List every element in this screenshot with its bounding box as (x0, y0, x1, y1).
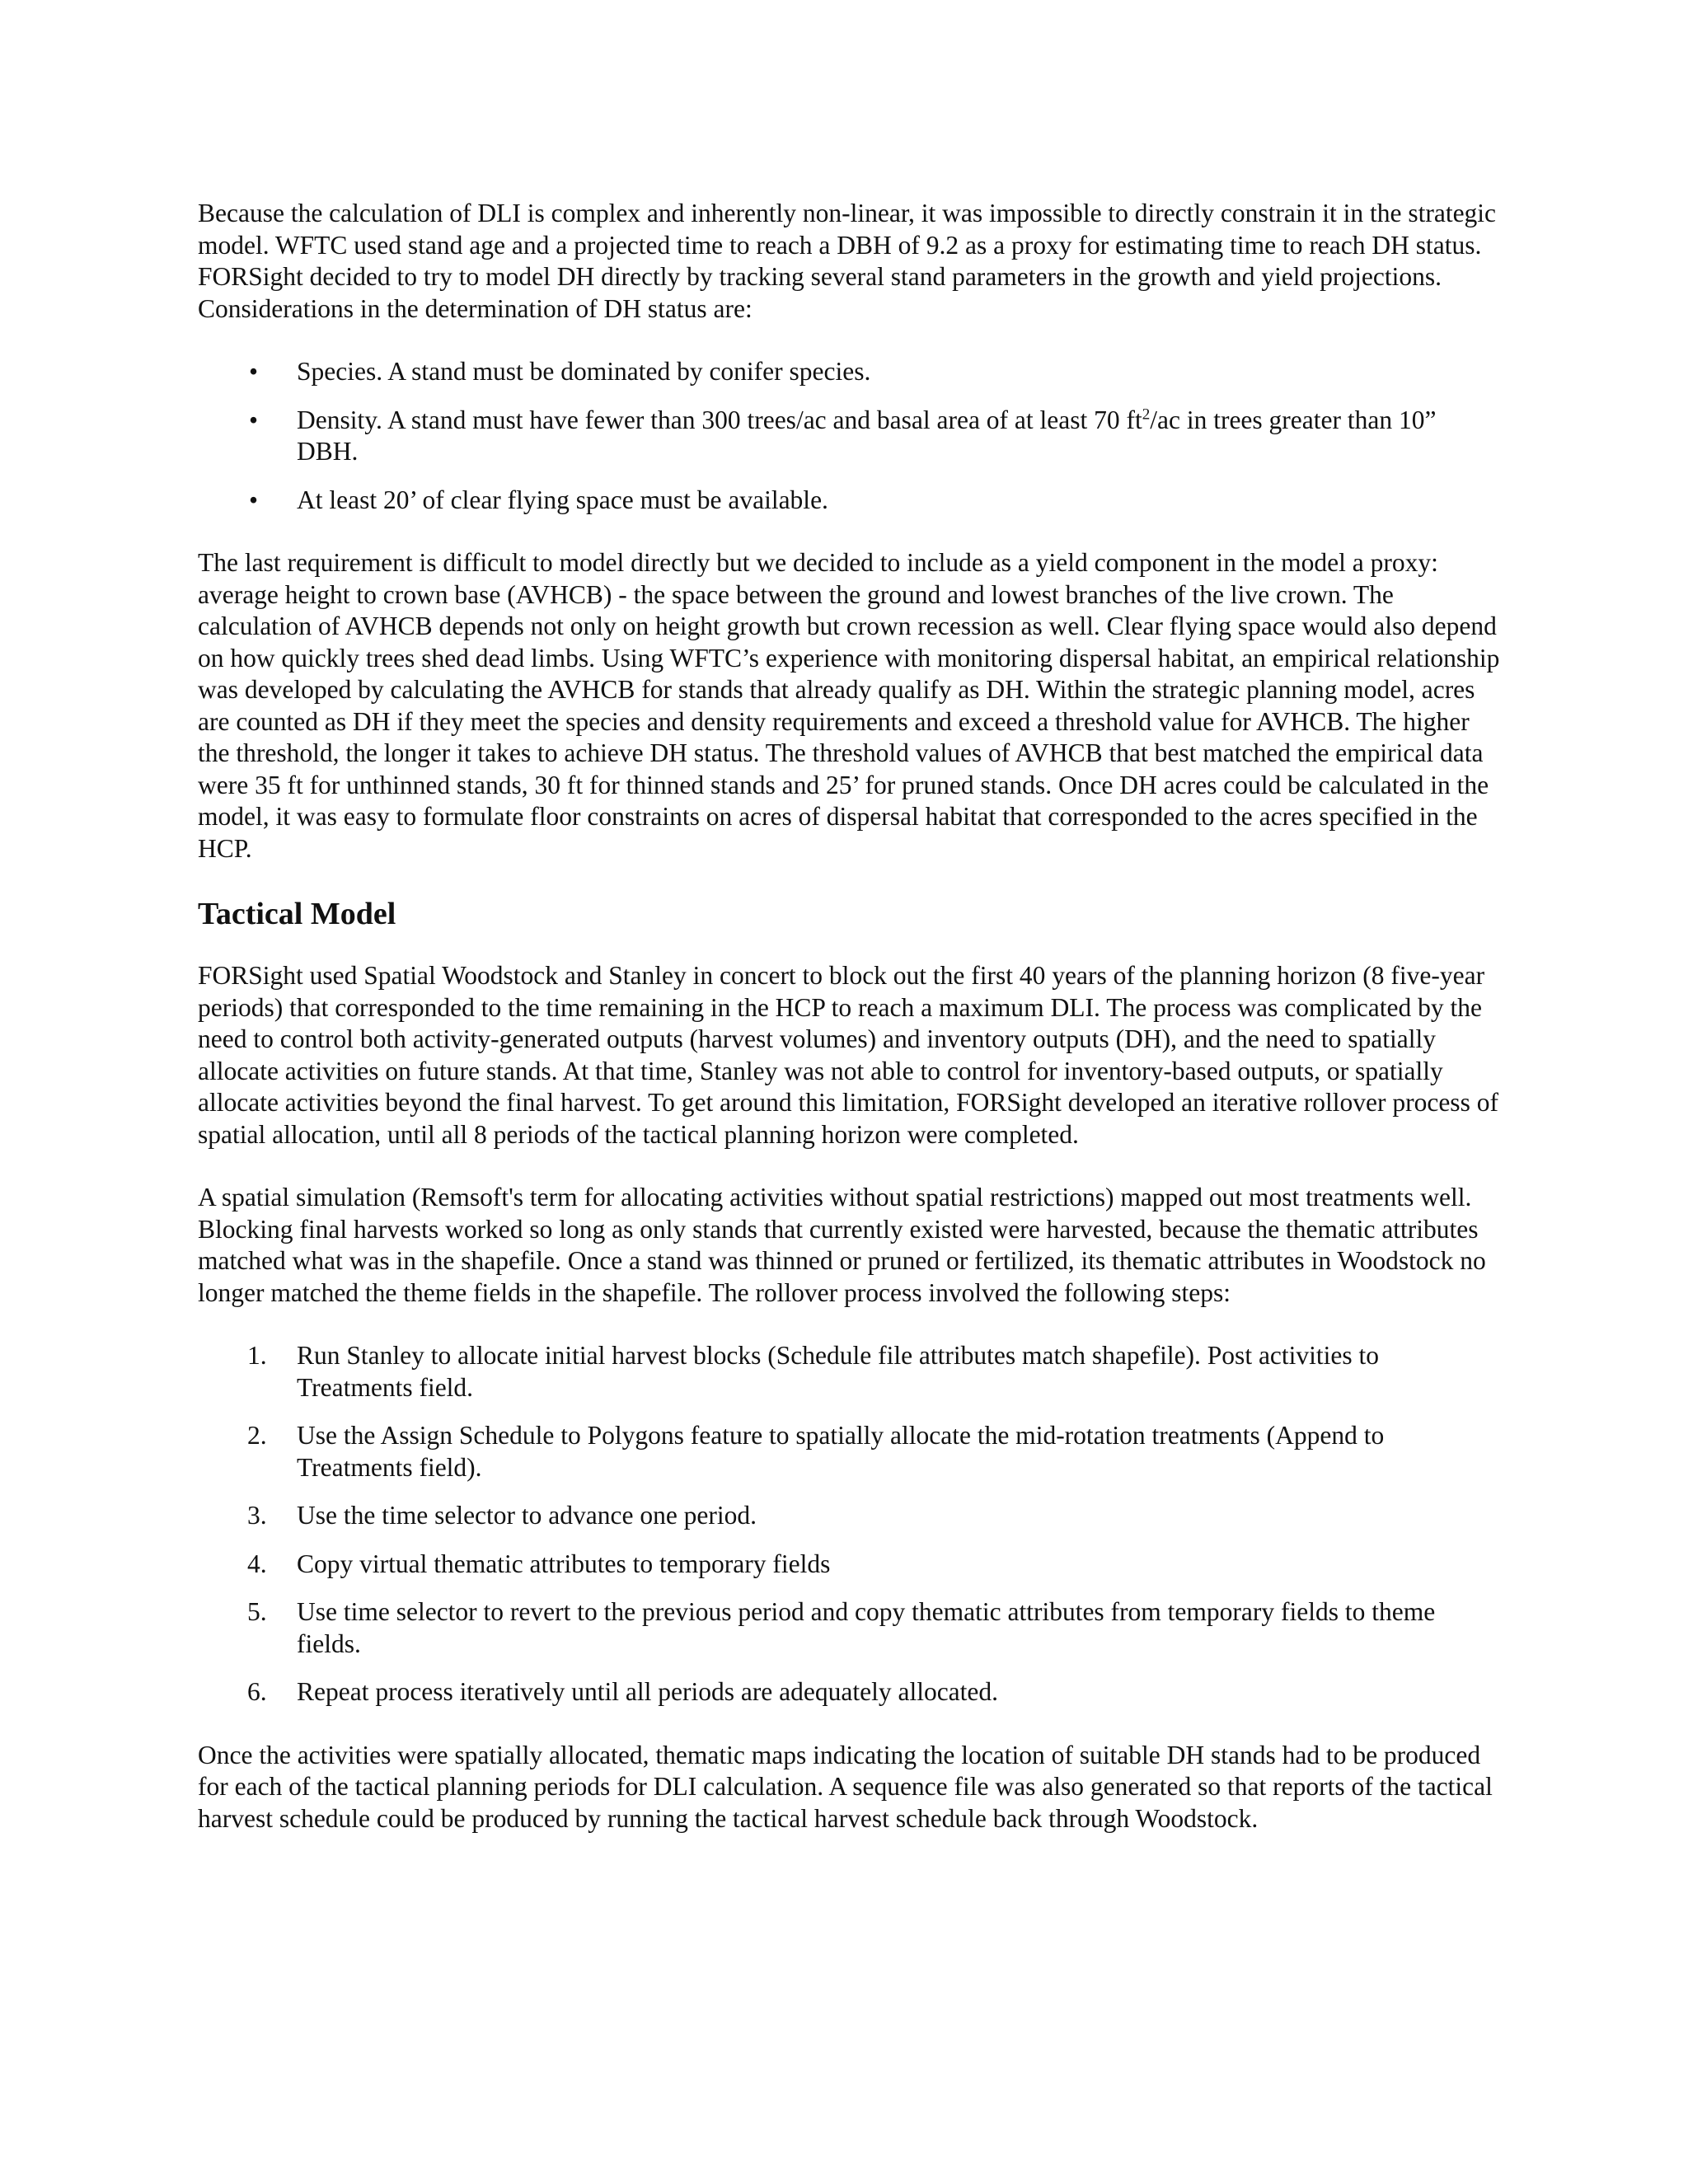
avhcb-paragraph: The last requirement is difficult to model directly but we decided to include as a yield component in the model a proxy: average height to crown base (AVHCB) - the space between the ground and lowest branches of the live crown. The calculation of AVHCB depends not only on height growth but crown recession as well. Clear flying space would also depend on how quickly trees shed dead limbs. Using WFTC’s experience with monitoring dispersal habitat, an empirical relationship was developed by calculating the AVHCB for stands that already qualify as DH. Within the strategic planning model, acres are counted as DH if they meet the species and density requirements and exceed a threshold value for AVHCB. The higher the threshold, the longer it takes to achieve DH status. The threshold values of AVHCB that best matched the empirical data were 35 ft for unthinned stands, 30 ft for thinned stands and 25’ for pruned stands. Once DH acres could be calculated in the model, it was easy to formulate floor constraints on acres of dispersal habitat that corresponded to the acres specified in the HCP. (198, 548, 1500, 863)
list-item-flying-space (198, 485, 1500, 517)
list-item-density (198, 405, 1500, 468)
superscript: 2 (1142, 405, 1151, 423)
list-item (198, 1676, 1500, 1708)
step-number: 1. (247, 1341, 267, 1370)
list-item (198, 1500, 1500, 1532)
closing-paragraph: Once the activities were spatially allocated, thematic maps indicating the location of suitable DH stands had to be produced for each of the tactical planning periods for DLI calculation. A sequence file was also generated so that reports of the tactical harvest schedule could be produced by running the tactical harvest schedule back through Woodstock. (198, 1740, 1493, 1833)
step-number: 2. (247, 1421, 267, 1450)
step-text: Run Stanley to allocate initial harvest blocks (Schedule file attributes match shapefile). Post activities to Treatments field. (297, 1341, 1380, 1402)
bullet-marker: • (249, 357, 259, 386)
step-number: 4. (247, 1549, 267, 1578)
step-text: Copy virtual thematic attributes to temporary fields (297, 1549, 831, 1578)
list-item (198, 1596, 1500, 1660)
bullet-marker: • (249, 405, 259, 434)
step-text: Use the time selector to advance one period. (297, 1501, 757, 1530)
list-item-text: At least 20’ of clear flying space must be available. (297, 485, 828, 514)
tactical-paragraph-1: FORSight used Spatial Woodstock and Stanley in concert to block out the first 40 years of the planning horizon (8 five-year periods) that corresponded to the time remaining in the HCP to reach a maximum DLI. The process was complicated by the need to control both activity-generated outputs (harvest volumes) and inventory outputs (DH), and the need to spatially allocate activities on future stands. At that time, Stanley was not able to control for inventory-based outputs, or spatially allocate activities beyond the final harvest. To get around this limitation, FORSight developed an iterative rollover process of spatial allocation, until all 8 periods of the tactical planning horizon were completed. (198, 961, 1498, 1149)
rollover-steps-list (198, 1340, 1500, 1708)
list-item-species (198, 356, 1500, 388)
step-text: Repeat process iteratively until all periods are adequately allocated. (297, 1677, 999, 1706)
step-text: Use time selector to revert to the previous period and copy thematic attributes from temporary fields to theme fields. (297, 1597, 1436, 1658)
step-number: 5. (247, 1597, 267, 1626)
tactical-paragraph-2: A spatial simulation (Remsoft's term for allocating activities without spatial restrictions) mapped out most treatments well. Blocking final harvests worked so long as only stands that currently existed were harvested, because the thematic attributes matched what was in the shapefile. Once a stand was thinned or pruned or fertilized, its thematic attributes in Woodstock no longer matched the theme fields in the shapefile. The rollover process involved the following steps: (198, 1183, 1486, 1307)
step-number: 6. (247, 1677, 267, 1706)
list-item-text: Species. A stand must be dominated by conifer species. (297, 357, 871, 386)
bullet-marker: • (249, 485, 259, 514)
list-item-text: /ac in trees greater than 10” DBH. (297, 405, 1437, 466)
list-item-text: Density. A stand must have fewer than 300 trees/ac and basal area of at least 70 ft (297, 405, 1142, 434)
step-number: 3. (247, 1501, 267, 1530)
list-item (198, 1340, 1500, 1404)
list-item (198, 1420, 1500, 1483)
list-item (198, 1549, 1500, 1581)
intro-paragraph: Because the calculation of DLI is complex and inherently non-linear, it was impossible to directly constrain it in the strategic model. WFTC used stand age and a projected time to reach a DBH of 9.2 as a proxy for estimating time to reach DH status. FORSight decided to try to model DH directly by tracking several stand parameters in the growth and yield projections. Considerations in the determination of DH status are: (198, 199, 1497, 323)
step-text: Use the Assign Schedule to Polygons feature to spatially allocate the mid-rotation treatments (Append to Treatments field). (297, 1421, 1385, 1482)
dh-considerations-list (198, 356, 1500, 516)
document-page (198, 198, 1500, 1866)
section-heading: Tactical Model (198, 897, 396, 931)
